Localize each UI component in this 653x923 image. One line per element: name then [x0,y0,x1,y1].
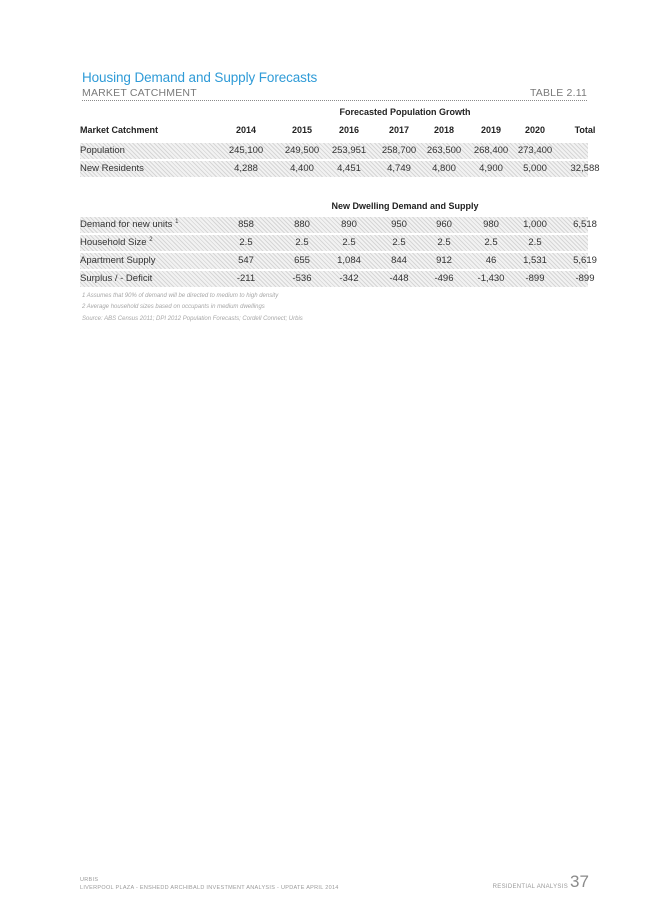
column-header: 2015 [291,125,313,135]
row-label-text: Apartment Supply [80,255,156,266]
table-cell: 844 [391,255,407,266]
table-cell: 268,400 [473,145,509,156]
footnote-marker: 1 [175,219,179,225]
table-row [80,143,588,159]
table-cell: 980 [483,219,499,230]
table-cell: 5,619 [573,255,597,266]
table-cell: 1,531 [523,255,547,266]
row-label [80,219,178,230]
row-label-text: Household Size [80,237,147,249]
column-header: 2018 [433,125,455,135]
row-label [80,163,144,174]
table-cell: -1,430 [477,273,505,284]
table-cell: 912 [436,255,452,266]
table-cell: 258,700 [381,145,417,156]
table-header-row [80,123,596,139]
column-header: 2019 [480,125,502,135]
row-label-text: New Residents [80,163,144,174]
table-cell: -899 [575,273,595,284]
table-number: TABLE 2.11 [529,87,587,99]
column-header: Total [574,125,596,135]
table-cell: 249,500 [284,145,320,156]
table-cell: -899 [525,273,545,284]
page-number: 37 [570,872,589,891]
population-table [80,123,600,179]
table-cell: 2.5 [342,237,356,248]
table-cell: 2.5 [295,237,309,248]
report-title: Housing Demand and Supply Forecasts [82,70,318,85]
footnote-marker: 2 [149,237,153,243]
table-row [80,271,595,287]
table-cell: 273,400 [517,145,553,156]
table-cell: 5,000 [523,163,547,174]
row-label [80,237,153,248]
table-cell: 4,451 [337,163,361,174]
table-row [80,161,600,177]
dwelling-table [80,217,597,289]
table-cell: 4,749 [387,163,411,174]
table-cell: 2.5 [528,237,542,248]
table-cell: 960 [436,219,452,230]
table-row [80,235,588,251]
column-header: 2016 [338,125,360,135]
column-header: 2020 [524,125,546,135]
row-label [80,145,125,156]
table-cell: 1,000 [523,219,547,230]
row-label-text: Population [80,145,125,156]
table-cell: 4,800 [432,163,456,174]
table-cell: 263,500 [426,145,462,156]
table-cell: -211 [236,273,256,284]
column-header: 2014 [235,125,257,135]
table-cell: 2.5 [239,237,253,248]
table-cell: -536 [292,273,312,284]
table-cell: -342 [339,273,359,284]
dwelling-group-heading: New Dwelling Demand and Supply [331,201,479,211]
table-cell: 245,100 [228,145,264,156]
table-cell: 880 [294,219,310,230]
table-cell: -496 [434,273,454,284]
column-header: 2017 [388,125,410,135]
table-cell: 2.5 [484,237,498,248]
row-label [80,273,152,284]
table-row [80,253,597,269]
table-cell: 4,288 [234,163,258,174]
table-cell: 46 [485,255,497,266]
table-cell: 858 [238,219,254,230]
table-cell: 950 [391,219,407,230]
row-label [80,255,156,266]
footnote-1: 1 Assumes that 90% of demand will be directed to medium to high density [82,293,279,299]
table-cell: -448 [389,273,409,284]
footer-company: URBIS [80,877,99,883]
footer-document: LIVERPOOL PLAZA - ENSHEDD ARCHIBALD INVESTMENT ANALYSIS - UPDATE APRIL 2014 [80,885,339,891]
table-cell: 890 [341,219,357,230]
table-cell: 2.5 [392,237,406,248]
column-header: Market Catchment [80,125,159,135]
row-label-text: Surplus / - Deficit [80,273,153,284]
table-cell: 1,084 [337,255,361,266]
table-cell: 655 [294,255,310,266]
population-group-heading: Forecasted Population Growth [339,107,471,117]
table-cell: 4,900 [479,163,503,174]
table-cell: 6,518 [573,219,597,230]
row-label-text: Demand for new units [80,219,173,231]
table-cell: 4,400 [290,163,314,174]
table-cell: 32,588 [570,163,600,174]
table-row [80,217,597,233]
table-cell: 253,951 [331,145,367,156]
header-divider [82,100,587,101]
report-subtitle: MARKET CATCHMENT [82,87,197,99]
footnote-2: 2 Average household sizes based on occupants in medium dwellings [82,304,265,310]
table-cell: 2.5 [437,237,451,248]
table-cell: 547 [238,255,254,266]
source-note: Source: ABS Census 2011; DPI 2012 Population Forecasts; Cordell Connect; Urbis [82,316,303,322]
footer-section: RESIDENTIAL ANALYSIS [492,884,568,890]
